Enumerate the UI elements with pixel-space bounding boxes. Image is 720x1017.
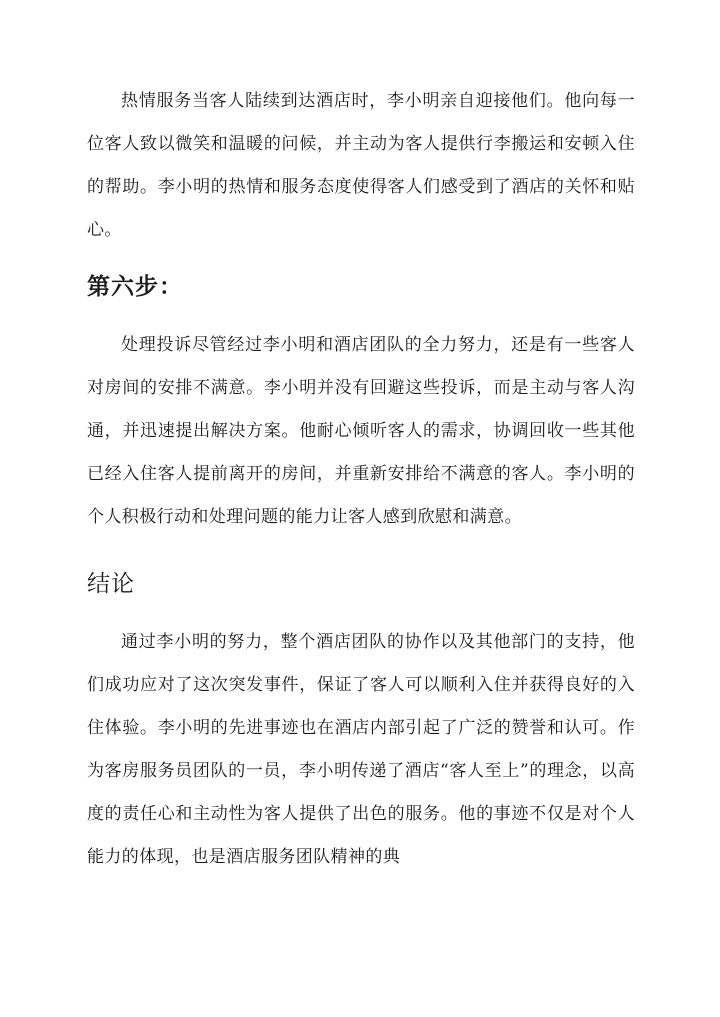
paragraph-warm-service: 热情服务当客人陆续到达酒店时，李小明亲自迎接他们。他向每一位客人致以微笑和温暖的问候，并主动为客人提供行李搬运和安顿入住的帮助。李小明的热情和服务态度使得客人们感受到了酒店的关怀和贴心。	[87, 91, 635, 240]
heading-conclusion: 结论	[87, 571, 135, 597]
document-page	[87, 80, 635, 879]
paragraph-conclusion: 通过李小明的努力，整个酒店团队的协作以及其他部门的支持，他们成功应对了这次突发事件，保证了客人可以顺利入住并获得良好的入住体验。李小明的先进事迹也在酒店内部引起了广泛的赞誉和认可。作为客房服务员团队的一员，李小明传递了酒店“客人至上”的理念，以高度的责任心和主动性为客人提供了出色的服务。他的事迹不仅是对个人能力的体现，也是酒店服务团队精神的典	[87, 632, 635, 867]
paragraph-handle-complaints: 处理投诉尽管经过李小明和酒店团队的全力努力，还是有一些客人对房间的安排不满意。李小明并没有回避这些投诉，而是主动与客人沟通，并迅速提出解决方案。他耐心倾听客人的需求，协调回收一些其他已经入住客人提前离开的房间，并重新安排给不满意的客人。李小明的个人积极行动和处理问题的能力让客人感到欣慰和满意。	[87, 335, 635, 527]
heading-step-six: 第六步：	[87, 273, 183, 300]
